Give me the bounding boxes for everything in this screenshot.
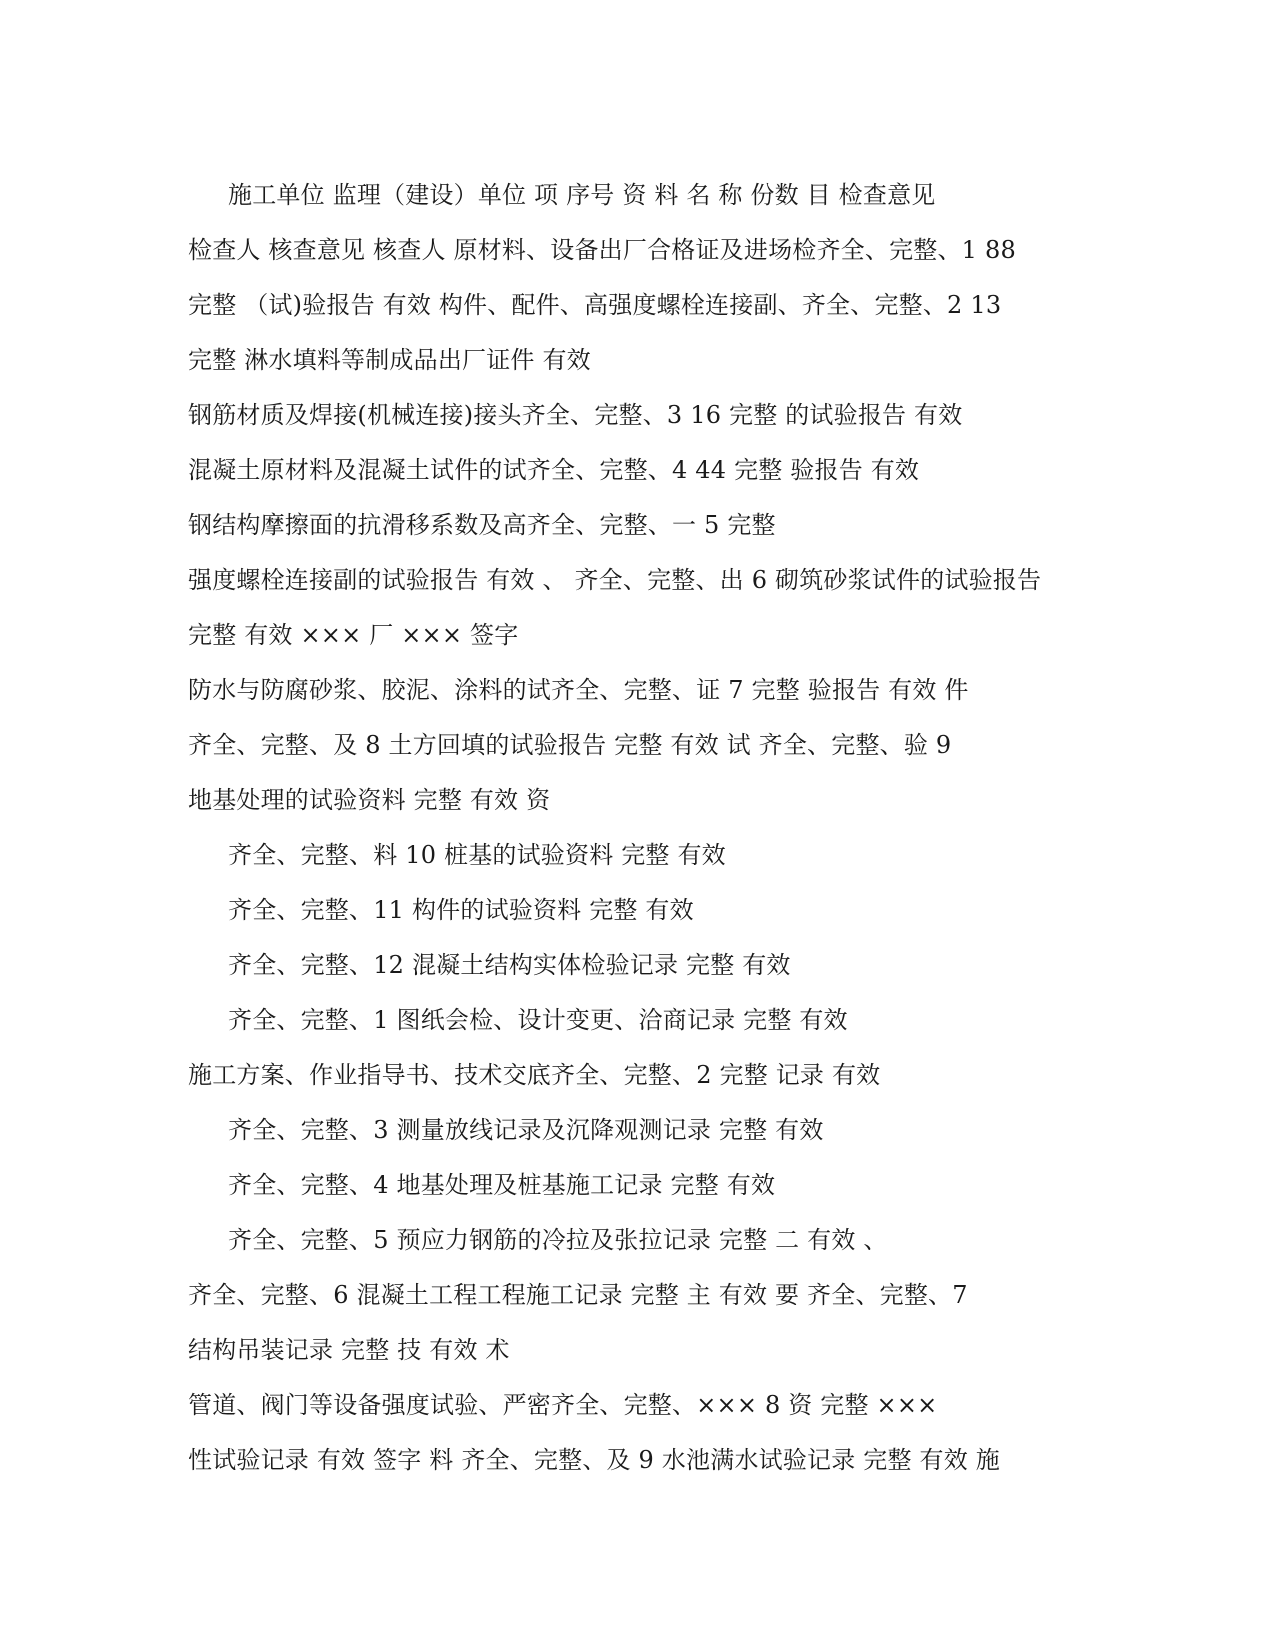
text-line: 齐全、完整、11 构件的试验资料 完整 有效	[228, 896, 694, 924]
text-line: 齐全、完整、12 混凝土结构实体检验记录 完整 有效	[228, 951, 791, 979]
text-line: 管道、阀门等设备强度试验、严密齐全、完整、××× 8 资 完整 ×××	[188, 1391, 938, 1419]
text-line: 钢筋材质及焊接(机械连接)接头齐全、完整、3 16 完整 的试验报告 有效	[188, 401, 963, 429]
text-line: 检查人 核查意见 核查人 原材料、设备出厂合格证及进场检齐全、完整、1 88	[188, 236, 1016, 264]
text-line: 齐全、完整、3 测量放线记录及沉降观测记录 完整 有效	[228, 1116, 824, 1144]
text-line: 性试验记录 有效 签字 料 齐全、完整、及 9 水池满水试验记录 完整 有效 施	[188, 1446, 1000, 1474]
text-line: 混凝土原材料及混凝土试件的试齐全、完整、4 44 完整 验报告 有效	[188, 456, 920, 484]
text-line: 施工方案、作业指导书、技术交底齐全、完整、2 完整 记录 有效	[188, 1061, 881, 1089]
document-body	[188, 168, 1148, 1488]
text-line: 齐全、完整、4 地基处理及桩基施工记录 完整 有效	[228, 1171, 776, 1199]
text-line: 齐全、完整、5 预应力钢筋的冷拉及张拉记录 完整 二 有效 、	[228, 1226, 888, 1254]
text-line: 强度螺栓连接副的试验报告 有效 、 齐全、完整、出 6 砌筑砂浆试件的试验报告	[188, 566, 1042, 594]
text-line: 完整 淋水填料等制成品出厂证件 有效	[188, 346, 591, 374]
text-line: 齐全、完整、料 10 桩基的试验资料 完整 有效	[228, 841, 726, 869]
text-line: 钢结构摩擦面的抗滑移系数及高齐全、完整、一 5 完整	[188, 511, 776, 539]
text-line: 防水与防腐砂浆、胶泥、涂料的试齐全、完整、证 7 完整 验报告 有效 件	[188, 676, 969, 704]
text-line: 地基处理的试验资料 完整 有效 资	[188, 786, 551, 814]
text-line: 完整 （试)验报告 有效 构件、配件、高强度螺栓连接副、齐全、完整、2 13	[188, 291, 1002, 319]
text-line: 齐全、完整、及 8 土方回填的试验报告 完整 有效 试 齐全、完整、验 9	[188, 731, 952, 759]
text-line: 齐全、完整、1 图纸会检、设计变更、洽商记录 完整 有效	[228, 1006, 848, 1034]
text-line: 施工单位 监理（建设）单位 项 序号 资 料 名 称 份数 目 检查意见	[228, 181, 936, 209]
text-line: 结构吊装记录 完整 技 有效 术	[188, 1336, 510, 1364]
text-line: 齐全、完整、6 混凝土工程工程施工记录 完整 主 有效 要 齐全、完整、7	[188, 1281, 968, 1309]
text-line: 完整 有效 ××× 厂 ××× 签字	[188, 621, 519, 649]
